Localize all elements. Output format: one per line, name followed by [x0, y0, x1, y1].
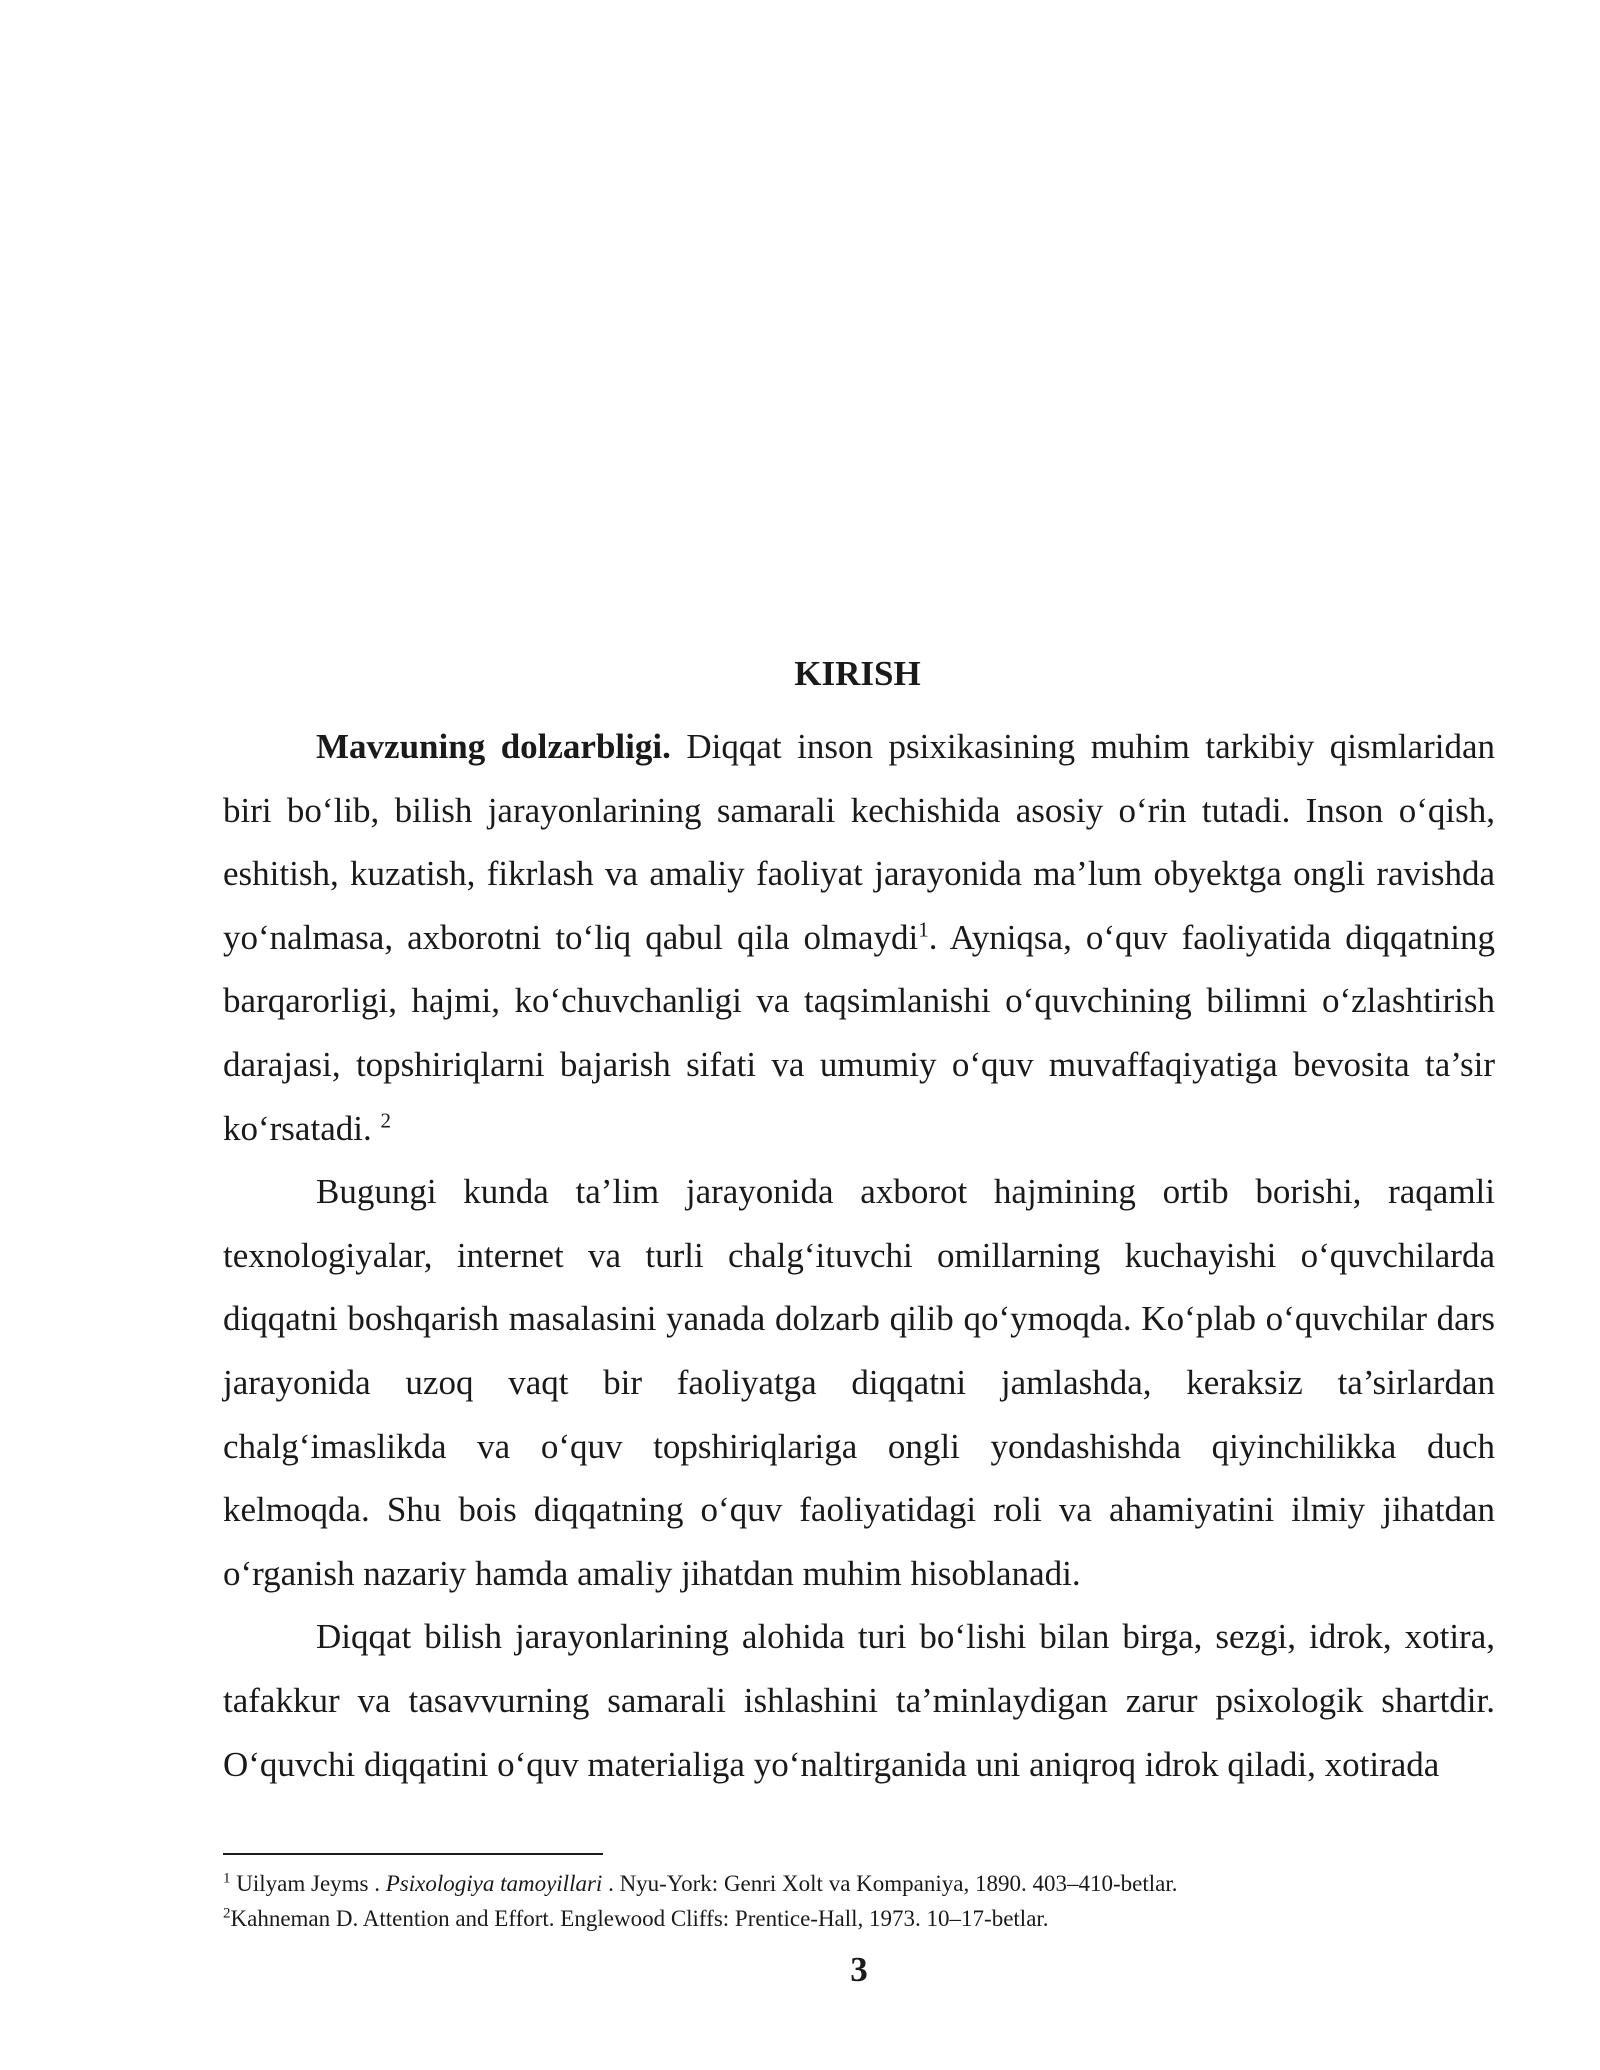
footnote-marker: 2 — [223, 1905, 231, 1922]
footnote-ref-1[interactable]: 1 — [918, 917, 929, 942]
footnote-marker: 1 — [223, 1870, 231, 1887]
paragraph-text: . Ayniqsa, o‘quv faoliyatida diqqatning barqarorligi, hajmi, ko‘chuvchanligi va taqsimlanishi o‘quvchining bilimni o‘zlashtirish darajasi, topshiriqlarni bajarish sifati va umumiy o‘quv muvaffaqiyatiga bevosita ta’sir ko‘rsatadi. — [223, 917, 1496, 1148]
footnote-text: . Nyu-York: Genri Xolt va Kompaniya, 1890. 403–410-betlar. — [602, 1871, 1178, 1896]
page-number: 3 — [850, 1950, 868, 1989]
footnotes — [223, 1866, 1495, 1936]
footnote-ref-2[interactable]: 2 — [380, 1107, 391, 1132]
body-text — [223, 715, 1495, 1796]
footnote-text: Kahneman D. Attention and Effort. Englewood Cliffs: Prentice-Hall, 1973. 10–17-betlar. — [230, 1906, 1049, 1931]
paragraph-text: Diqqat inson psixikasining muhim tarkibiy qismlaridan biri bo‘lib, bilish jarayonlarining samarali kechishida asosiy o‘rin tutadi. Inson o‘qish, eshitish, kuzatish, fikrlash va amaliy faoliyat jarayonida ma’lum obyektga ongli ravishda yo‘nalmasa, axborotni to‘liq qabul qila olmaydi — [223, 727, 1495, 957]
footnote-1 — [223, 1866, 1495, 1901]
paragraph-3: Diqqat bilish jarayonlarining alohida turi bo‘lishi bilan birga, sezgi, idrok, xotira, tafakkur va tasavvurning samarali ishlashini ta’minlaydigan zarur psixologik shartdir. O‘quvchi diqqatini o‘quv materialiga yo‘naltirganida uni aniqroq idrok qiladi, xotirada — [223, 1617, 1495, 1784]
footnote-separator — [223, 1853, 603, 1855]
footnote-book-title: Psixologiya tamoyillari — [385, 1871, 603, 1896]
footnote-2 — [223, 1901, 1495, 1936]
section-heading: KIRISH — [794, 654, 921, 693]
paragraph-lead: Mavzuning dolzarbligi. — [316, 727, 671, 766]
paragraph-2: Bugungi kunda ta’lim jarayonida axborot hajmining ortib borishi, raqamli texnologiyalar, internet va turli chalg‘ituvchi omillarning kuchayishi o‘quvchilarda diqqatni boshqarish masalasini yanada dolzarb qilib qo‘ymoqda. Ko‘plab o‘quvchilar dars jarayonida uzoq vaqt bir faoliyatga diqqatni jamlashda, keraksiz ta’sirlardan chalg‘imaslikda va o‘quv topshiriqlariga ongli yondashishda qiyinchilikka duch kelmoqda. Shu bois diqqatning o‘quv faoliyatidagi roli va ahamiyatini ilmiy jihatdan o‘rganish nazariy hamda amaliy jihatdan muhim hisoblanadi. — [223, 1172, 1495, 1593]
paragraph-relevance — [223, 715, 1495, 1160]
footnote-text: Uilyam Jeyms . — [230, 1871, 386, 1896]
